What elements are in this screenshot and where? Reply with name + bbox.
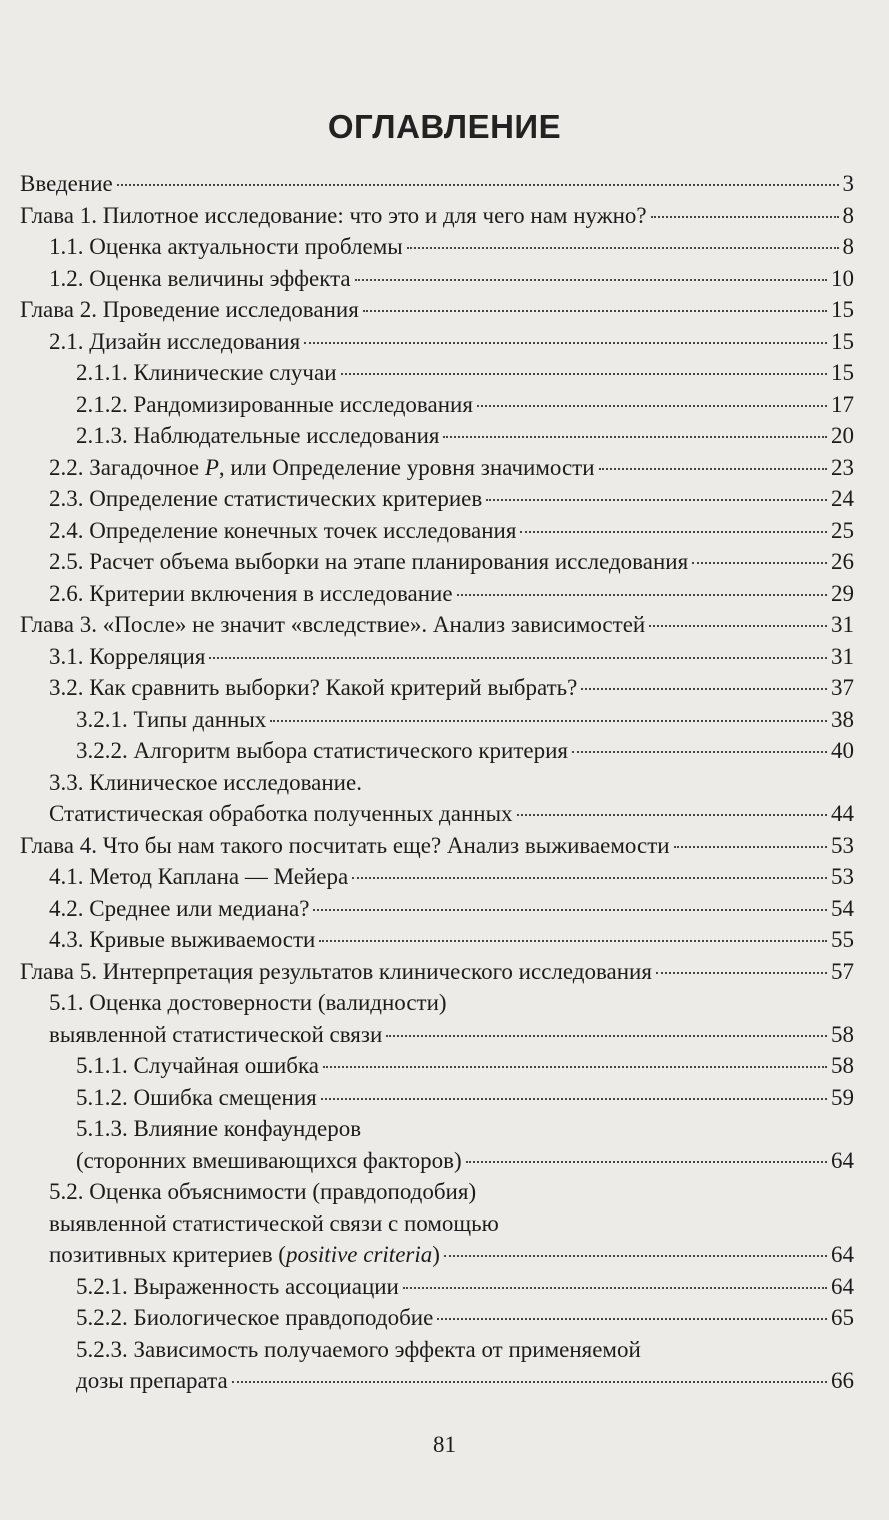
toc-entry-title-part: ) [432,1242,440,1267]
toc-entry [20,1145,854,1177]
toc-entry [20,893,854,925]
toc-entry-page: 24 [831,486,854,511]
toc-entry-page: 15 [831,328,854,354]
toc-entry [20,452,854,484]
toc-entry-title: 5.1.1. Случайная ошибка [76,1053,320,1078]
leader-dots [581,688,827,690]
toc-entry-title: 3.2.2. Алгоритм выбора статистического критерия [76,738,568,763]
toc-entry [20,956,854,988]
toc-entry [20,1082,854,1114]
toc-entry-title: 5.2. Оценка объяснимости (правдоподобия) [49,1179,477,1204]
leader-dots [444,1255,827,1257]
toc-entry [20,515,854,547]
toc-entry-title: 5.1. Оценка достоверности (валидности) [49,990,447,1015]
page-title: ОГЛАВЛЕНИЕ [327,108,562,145]
toc-entry-page: 57 [831,958,854,984]
leader-dots [319,940,827,942]
toc-entry-title: 2.4. Определение конечных точек исследования [49,517,517,543]
table-of-contents [20,168,854,1397]
leader-dots [692,562,827,564]
leader-dots [520,531,827,533]
leader-dots [304,342,827,344]
toc-entry-title: Статистическая обработка полученных данных [49,801,513,826]
toc-entry-title-italic: positive criteria [285,1242,433,1267]
toc-entry-page: 26 [831,549,854,574]
toc-entry-page: 15 [831,297,854,322]
toc-entry [20,609,854,641]
leader-dots [477,405,827,407]
toc-entry [20,704,854,736]
toc-entry-title: 2.1.1. Клинические случаи [76,360,337,385]
toc-entry-page: 3 [842,171,854,196]
toc-entry [20,1113,854,1145]
toc-entry [20,263,854,295]
toc-entry-title: 4.1. Метод Каплана — Мейера [49,864,349,889]
toc-entry-page: 64 [831,1273,854,1299]
toc-entry-title: Глава 5. Интерпретация результатов клинического исследования [20,958,652,984]
toc-entry [20,924,854,956]
toc-entry-page: 25 [831,517,854,543]
toc-entry-page: 31 [831,612,854,637]
toc-entry-title: 3.2.1. Типы данных [76,706,267,732]
toc-entry-title: Глава 3. «После» не значит «вследствие». Анализ зависимостей [20,612,646,637]
toc-entry-page: 55 [831,927,854,952]
toc-entry [20,798,854,830]
toc-entry-title: 2.1.3. Наблюдательные исследования [76,423,440,448]
toc-entry [20,357,854,389]
toc-entry [20,1271,854,1303]
toc-entry [20,1019,854,1051]
toc-entry-title: 2.5. Расчет объема выборки на этапе планирования исследования [49,549,689,574]
toc-entry-page: 53 [831,832,854,858]
toc-entry [20,389,854,421]
toc-entry [20,672,854,704]
toc-entry-page: 10 [831,265,854,291]
toc-entry-page: 58 [831,1021,854,1047]
toc-entry-page: 59 [831,1084,854,1110]
toc-entry [20,830,854,862]
toc-entry [20,1334,854,1366]
toc-entry-title: дозы препарата [76,1368,228,1393]
leader-dots [443,436,827,438]
leader-dots [352,877,827,879]
leader-dots [674,846,827,848]
toc-entry [20,231,854,263]
toc-entry-page: 54 [831,895,854,921]
leader-dots [403,1287,827,1289]
toc-entry [20,546,854,578]
toc-entry-title: выявленной статистической связи с помощью [49,1210,499,1236]
toc-entry-page: 65 [831,1305,854,1330]
toc-entry-title: Глава 1. Пилотное исследование: что это и для чего нам нужно? [20,202,647,228]
toc-entry-title: 2.6. Критерии включения в исследование [49,580,453,606]
leader-dots [651,216,839,218]
toc-entry-page: 58 [831,1053,854,1078]
leader-dots [656,972,827,974]
toc-entry-title: выявленной статистической связи [49,1021,383,1047]
toc-entry-title: 5.1.3. Влияние конфаундеров [76,1116,362,1141]
leader-dots [355,279,827,281]
toc-entry [20,1050,854,1082]
toc-entry-page: 53 [831,864,854,889]
leader-dots [437,1318,827,1320]
toc-entry-title: (сторонних вмешивающихся факторов) [76,1147,462,1173]
leader-dots [572,751,827,753]
toc-entry-title-part: , или Определение уровня значимости [218,454,595,480]
toc-entry [20,200,854,232]
leader-dots [270,720,827,722]
toc-entry [20,420,854,452]
toc-entry-title: 5.2.2. Биологическое правдоподобие [76,1305,434,1330]
toc-entry-page: 20 [831,423,854,448]
toc-entry [20,1208,854,1240]
toc-entry-title: 2.1.2. Рандомизированные исследования [76,391,473,417]
leader-dots [386,1035,827,1037]
toc-entry-page: 37 [831,675,854,700]
toc-entry-title [49,452,595,484]
leader-dots [209,657,827,659]
toc-entry [20,767,854,799]
toc-entry [20,483,854,515]
toc-entry [20,1365,854,1397]
leader-dots [599,468,827,470]
page-number: 81 [433,1432,456,1457]
toc-entry-page: 23 [831,454,854,480]
toc-entry-page: 64 [831,1242,854,1267]
toc-entry [20,168,854,200]
leader-dots [407,247,839,249]
leader-dots [466,1161,827,1163]
toc-entry-page: 31 [831,643,854,669]
toc-entry-title: 3.2. Как сравнить выборки? Какой критерий выбрать? [49,675,578,700]
toc-entry-title-part: позитивных критериев ( [49,1242,286,1267]
toc-entry [20,735,854,767]
toc-entry [20,1239,854,1271]
toc-entry-page: 17 [831,391,854,417]
toc-entry [20,1176,854,1208]
toc-entry-title: 5.1.2. Ошибка смещения [76,1084,317,1110]
leader-dots [323,1066,827,1068]
toc-entry [20,861,854,893]
leader-dots [457,594,827,596]
toc-entry-title-part: 2.2. Загадочное [49,454,205,480]
toc-entry-title: 5.2.3. Зависимость получаемого эффекта от применяемой [76,1336,641,1362]
toc-entry-title-italic: P [204,454,219,480]
leader-dots [363,310,827,312]
toc-entry-page: 66 [831,1368,854,1393]
toc-entry-title: 4.3. Кривые выживаемости [49,927,316,952]
toc-entry-title: 3.1. Корреляция [49,643,206,669]
leader-dots [517,814,827,816]
toc-entry-title: 1.2. Оценка величины эффекта [49,265,351,291]
toc-entry-page: 29 [831,580,854,606]
leader-dots [649,625,827,627]
leader-dots [313,909,827,911]
toc-entry [20,987,854,1019]
toc-entry-title: Введение [20,171,113,196]
leader-dots [321,1098,827,1100]
leader-dots [117,184,839,186]
toc-entry-title: Глава 2. Проведение исследования [20,297,359,322]
leader-dots [486,499,827,501]
toc-entry-page: 15 [831,360,854,385]
toc-entry-title: 1.1. Оценка актуальности проблемы [49,234,403,259]
toc-entry-title: 4.2. Среднее или медиана? [49,895,310,921]
toc-entry-page: 64 [831,1147,854,1173]
toc-entry-page: 8 [842,234,854,259]
toc-entry-page: 8 [842,202,854,228]
toc-entry-title: 2.1. Дизайн исследования [49,328,301,354]
toc-entry-title: 5.2.1. Выраженность ассоциации [76,1273,399,1299]
toc-entry-title: Глава 4. Что бы нам такого посчитать еще? Анализ выживаемости [20,832,670,858]
toc-entry [20,326,854,358]
toc-entry-page: 44 [831,801,854,826]
toc-entry-title [49,1239,440,1271]
toc-entry [20,641,854,673]
toc-entry [20,578,854,610]
toc-entry [20,1302,854,1334]
toc-entry-title: 2.3. Определение статистических критериев [49,486,483,511]
leader-dots [341,373,827,375]
leader-dots [232,1381,827,1383]
toc-entry-title: 3.3. Клиническое исследование. [49,769,362,795]
toc-entry-page: 40 [831,738,854,763]
toc-entry-page: 38 [831,706,854,732]
toc-entry [20,294,854,326]
